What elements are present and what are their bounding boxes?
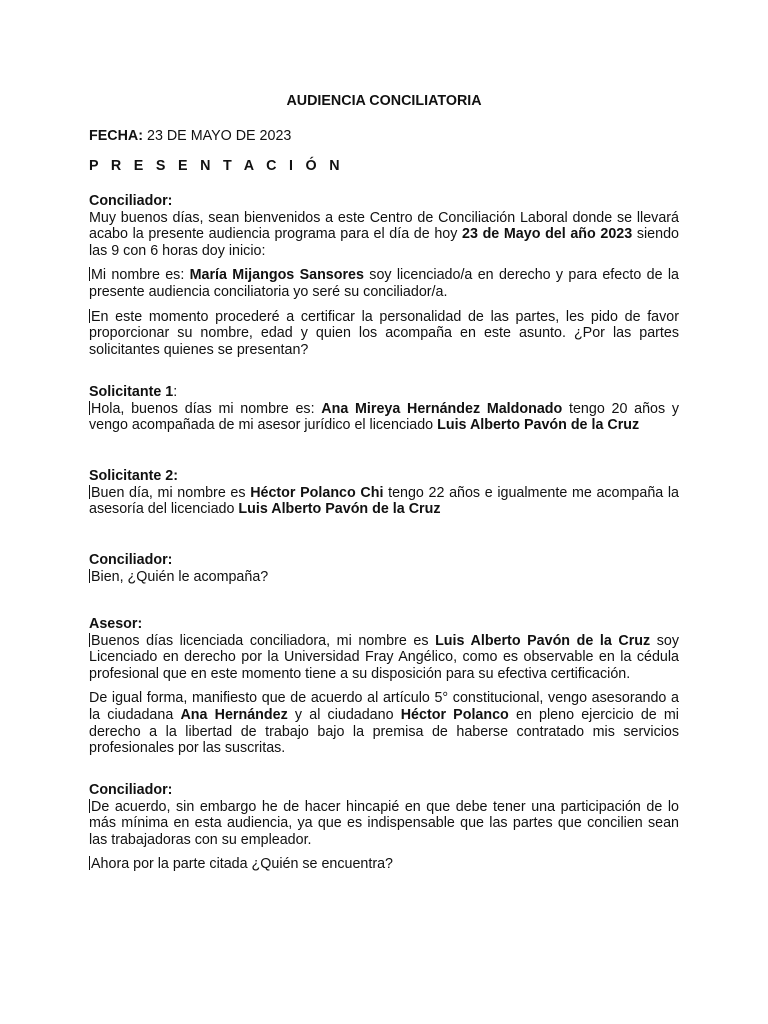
dialogue-paragraph xyxy=(89,210,679,260)
dialogue-paragraph xyxy=(89,569,679,586)
text-run: Mi nombre es: xyxy=(91,267,190,284)
dialogue-paragraph xyxy=(89,633,679,683)
speaker-label xyxy=(89,468,679,485)
text-run: en pleno ejercicio de mi derecho a la libertad de trabajo bajo la premisa de haberse contratado mis servicios profesionales por las suscritas. xyxy=(89,706,679,757)
bold-text-run: Ana Mireya Hernández Maldonado xyxy=(321,400,563,417)
text-run: De acuerdo, sin embargo he de hacer hincapié en que debe tener una participación de lo más mínima en esta audiencia, ya que es indispensable que las partes que concilien sean las trabajadoras con su empleador. xyxy=(89,798,679,848)
text-run: Muy buenos días, sean bienvenidos a este Centro de Conciliación Laboral donde se llevará acabo la presente audiencia programa para el día de hoy xyxy=(89,209,679,243)
dialogue-block-conciliador-2 xyxy=(89,552,679,585)
dialogue-block-conciliador-1 xyxy=(89,193,679,358)
text-cursor-mark xyxy=(89,267,90,281)
bold-text-run: Luis Alberto Pavón de la Cruz xyxy=(238,501,441,518)
bold-text-run: Ana Hernández xyxy=(180,706,288,723)
dialogue-paragraph xyxy=(89,401,679,434)
speaker-label xyxy=(89,552,679,569)
text-run: tengo 20 años y vengo acompañada de mi asesor jurídico el licenciado xyxy=(89,400,679,434)
speaker-name: Conciliador: xyxy=(89,552,173,568)
speaker-label xyxy=(89,616,679,633)
text-cursor-mark xyxy=(89,856,90,870)
speaker-name: Conciliador: xyxy=(89,193,173,209)
text-run: siendo las 9 con 6 horas doy inicio: xyxy=(89,226,679,259)
text-run: Hola, buenos días mi nombre es: xyxy=(91,400,322,417)
text-run: Buen día, mi nombre es xyxy=(91,484,251,501)
text-run: Bien, ¿Quién le acompaña? xyxy=(91,568,269,585)
bold-text-run: Héctor Polanco xyxy=(400,706,509,723)
document-title: AUDIENCIA CONCILIATORIA xyxy=(286,93,482,109)
speaker-suffix: : xyxy=(173,384,178,400)
text-run: y al ciudadano xyxy=(287,706,401,723)
text-run: Buenos días licenciada conciliadora, mi nombre es xyxy=(91,632,436,649)
dialogue-paragraph xyxy=(89,267,679,300)
text-cursor-mark xyxy=(89,309,90,323)
text-run: soy Licenciado en derecho por la Universidad Fray Angélico, como es observable en la cédula profesional que en este momento tiene a su disposición para su efectiva certificación. xyxy=(89,632,679,682)
text-cursor-mark xyxy=(89,401,90,415)
text-run: Ahora por la parte citada ¿Quién se encuentra? xyxy=(91,856,394,873)
speaker-name: Conciliador: xyxy=(89,782,173,798)
section-heading: P R E S E N T A C I Ó N xyxy=(89,158,344,174)
dialogue-paragraph xyxy=(89,309,679,359)
text-cursor-mark xyxy=(89,485,90,499)
text-cursor-mark xyxy=(89,799,90,813)
bold-text-run: Héctor Polanco Chi xyxy=(250,484,384,501)
dialogue-block-conciliador-3 xyxy=(89,782,679,873)
bold-text-run: María Mijangos Sansores xyxy=(189,267,364,284)
dialogue-block-solicitante-2 xyxy=(89,468,679,518)
speaker-label xyxy=(89,384,679,401)
text-run: tengo 22 años e igualmente me acompaña la asesoría del licenciado xyxy=(89,484,680,518)
dialogue-block-solicitante-1 xyxy=(89,384,679,434)
bold-text-run: 23 de Mayo del año 2023 xyxy=(462,226,633,243)
dialogue-paragraph xyxy=(89,690,679,756)
date-line xyxy=(89,128,291,145)
speaker-name: Asesor: xyxy=(89,616,143,632)
bold-text-run: Luis Alberto Pavón de la Cruz xyxy=(437,417,640,434)
text-cursor-mark xyxy=(89,569,90,583)
dialogue-paragraph xyxy=(89,799,679,849)
dialogue-paragraph xyxy=(89,856,679,873)
text-run: En este momento procederé a certificar la personalidad de las partes, les pido de favor proporcionar su nombre, edad y quien los acompaña en este asunto. ¿Por las partes solicitantes quienes se presentan? xyxy=(89,308,679,358)
speaker-name: Solicitante 2: xyxy=(89,468,178,484)
bold-text-run: Luis Alberto Pavón de la Cruz xyxy=(435,632,651,649)
speaker-label xyxy=(89,782,679,799)
speaker-label xyxy=(89,193,679,210)
text-run: soy licenciado/a en derecho y para efecto de la presente audiencia conciliatoria yo seré su conciliador/a. xyxy=(89,267,679,300)
text-cursor-mark xyxy=(89,633,90,647)
dialogue-block-asesor xyxy=(89,616,679,757)
date-value: 23 DE MAYO DE 2023 xyxy=(143,128,292,144)
text-run: De igual forma, manifiesto que de acuerdo al artículo 5° constitucional, vengo asesorando a la ciudadana xyxy=(89,690,679,723)
dialogue-paragraph xyxy=(89,485,679,518)
speaker-name: Solicitante 1 xyxy=(89,384,174,400)
date-label: FECHA: xyxy=(89,128,144,144)
